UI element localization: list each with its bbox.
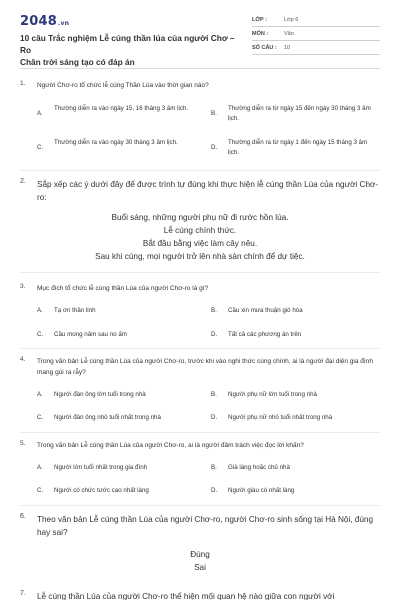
meta-key: LỚP : [252,17,267,23]
option-letter: A. [37,307,43,314]
question-separator [20,170,380,171]
option-text: Người có chức tước cao nhất làng [54,487,149,494]
option-letter: D. [211,331,218,338]
sequence-item: Lễ cúng chính thức. [163,226,237,235]
question-number: 3. [20,283,26,290]
option-c[interactable] [37,486,207,496]
question-text: Lễ cúng thần Lúa của người Chơ-ro thể hiện mối quan hệ nào giữa con người với [37,592,335,600]
meta-value: Lớp 6 [284,17,299,23]
option-b[interactable] [211,463,381,473]
meta-row-count [252,41,380,55]
option-text: Thường diễn ra từ ngày 15 đến ngày 30 tháng 3 âm lịch. [228,105,371,122]
answer-choice[interactable]: Sai [194,563,206,572]
option-letter: B. [211,110,217,117]
option-text: Người đàn ông nhỏ tuổi nhất trong nhà [54,414,161,421]
option-text: Thường diễn ra vào ngày 15, 16 tháng 3 âm lịch. [54,105,189,112]
question-text: Trong văn bản Lễ cúng thần Lúa của người Chơ-ro, ai là người đảm trách việc đọc lời khấn? [37,442,304,449]
option-d[interactable] [211,486,381,496]
option-text: Người giàu có nhất làng [228,487,295,494]
option-text: Tạ ơn thần linh [54,307,96,314]
meta-row-grade [252,13,380,27]
sequence-item: Buổi sáng, những người phụ nữ đi rước hồn lúa. [111,213,289,222]
option-letter: B. [211,307,217,314]
option-b[interactable] [211,306,381,316]
question-number: 2. [20,178,26,185]
option-text: Người lớn tuổi nhất trong gia đình [54,464,148,471]
meta-table [252,13,380,55]
question-separator [20,505,380,506]
option-text: Thường diễn ra vào ngày 30 tháng 3 âm lịch. [54,139,178,146]
logo-main: 2048 [20,14,57,29]
meta-row-subject [252,27,380,41]
document-title [20,32,235,68]
option-text: Người phụ nữ lớn tuổi trong nhà [228,391,317,398]
option-letter: C. [37,144,44,151]
option-letter: B. [211,464,217,471]
site-logo[interactable] [20,14,69,29]
option-text: Người đàn ông lớn tuổi trong nhà [54,391,146,398]
option-letter: C. [37,414,44,421]
option-letter: C. [37,331,44,338]
document-header [0,0,400,67]
option-text: Người phụ nữ nhỏ tuổi nhất trong nhà [228,414,333,421]
question-number: 5. [20,440,26,447]
option-letter: D. [211,414,218,421]
question-number: 6. [20,513,26,520]
option-text: Cầu xin mưa thuận gió hòa [228,307,303,314]
option-text: Già làng hoặc chủ nhà [228,464,290,471]
option-text: Tất cả các phương án trên [228,331,302,338]
option-text: Cầu mong năm sau no ấm [54,331,127,338]
meta-key: MÔN : [252,31,269,37]
meta-value: Văn [284,31,294,37]
option-a[interactable] [37,390,207,400]
option-letter: A. [37,110,43,117]
option-b[interactable] [211,104,381,126]
question-text: Sắp xếp các ý dưới đây để được trình tự đúng khi thực hiện lễ cúng thần Lúa của người Chơ-ro: [37,180,379,202]
question-text: Trong văn bản Lễ cúng thần Lúa của người Chơ-ro, trước khi vào nghi thức cúng chính, ai là người đại diện gia đình mang gùi ra rẫy? [37,358,373,376]
question-number: 7. [20,590,26,597]
question-text: Theo văn bản Lễ cúng thần Lúa của người Chơ-ro, người Chơ-ro sinh sống tại Hà Nội, đúng hay sai? [37,515,374,537]
option-letter: B. [211,391,217,398]
option-c[interactable] [37,138,207,160]
title-line-2: Chân trời sáng tạo có đáp án [20,57,135,67]
option-d[interactable] [211,413,381,423]
option-b[interactable] [211,390,381,400]
option-d[interactable] [211,330,381,340]
option-a[interactable] [37,306,207,316]
question-text: Mục đích tổ chức lễ cúng thần Lúa của người Chơ-ro là gì? [37,285,209,292]
question-number: 4. [20,356,26,363]
meta-value: 10 [284,45,291,51]
question-number: 1. [20,80,26,87]
title-line-1: 10 câu Trắc nghiệm Lễ cúng thần lúa của người Chơ – Ro [20,33,235,55]
option-letter: D. [211,487,218,494]
option-letter: A. [37,391,43,398]
option-letter: C. [37,487,44,494]
option-letter: A. [37,464,43,471]
option-c[interactable] [37,413,207,423]
question-separator [20,432,380,433]
option-a[interactable] [37,463,207,473]
sequence-item: Bắt đầu bằng việc làm cây nêu. [142,239,258,248]
question-separator [20,348,380,349]
question-separator [20,272,380,273]
question-text: Người Chơ-ro tổ chức lễ cúng Thần Lúa vào thời gian nào? [37,82,209,89]
option-d[interactable] [211,138,381,160]
option-text: Thường diễn ra từ ngày 1 đến ngày 15 tháng 3 âm lịch. [228,139,368,156]
header-divider [20,68,380,69]
sequence-item: Sau khi cúng, mọi người trở lên nhà sàn chính để dự tiệc. [95,252,305,261]
meta-key: SỐ CÂU : [252,45,277,51]
logo-suffix: .vn [57,20,70,27]
option-a[interactable] [37,104,207,126]
option-c[interactable] [37,330,207,340]
answer-choice[interactable]: Đúng [190,550,210,559]
option-letter: D. [211,144,218,151]
